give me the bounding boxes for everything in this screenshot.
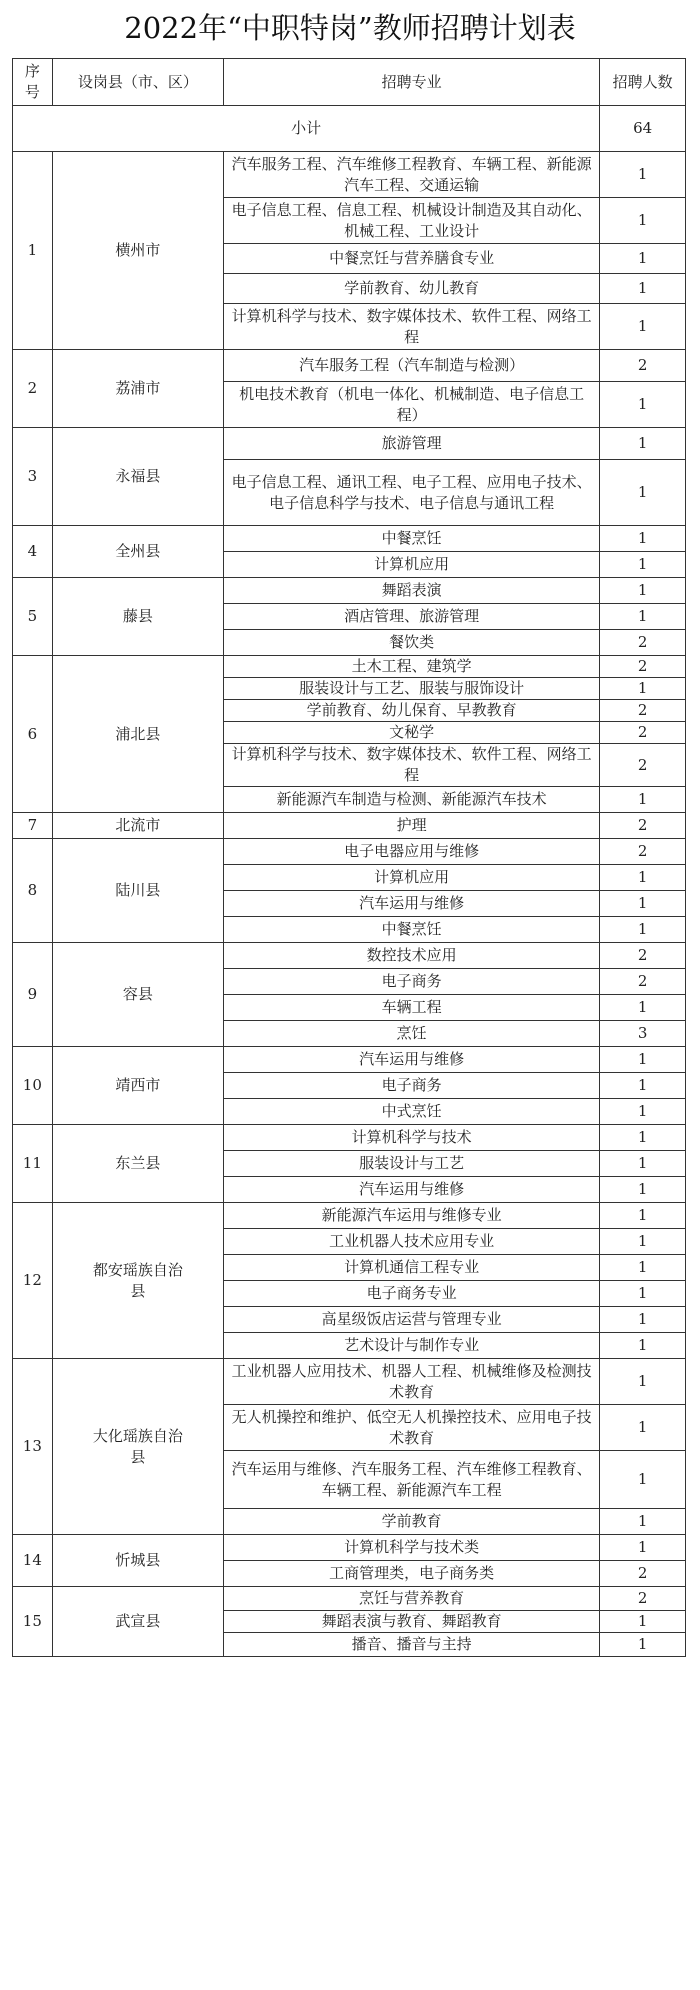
major-cell: 新能源汽车运用与维修专业 [224, 1203, 600, 1229]
table-row [13, 1125, 686, 1151]
major-cell: 烹饪与营养教育 [224, 1587, 600, 1611]
count-cell: 1 [600, 382, 686, 428]
major-cell: 汽车服务工程（汽车制造与检测） [224, 350, 600, 382]
major-cell: 计算机应用 [224, 865, 600, 891]
count-cell: 1 [600, 526, 686, 552]
header-no: 序号 [13, 59, 53, 106]
table-row [13, 1535, 686, 1561]
major-cell: 机电技术教育（机电一体化、机械制造、电子信息工程） [224, 382, 600, 428]
major-cell: 电子电器应用与维修 [224, 839, 600, 865]
count-cell: 1 [600, 1405, 686, 1451]
major-cell: 学前教育、幼儿教育 [224, 274, 600, 304]
county-name: 容县 [52, 943, 223, 1047]
major-cell: 计算机应用 [224, 552, 600, 578]
major-cell: 文秘学 [224, 722, 600, 744]
major-cell: 高星级饭店运营与管理专业 [224, 1307, 600, 1333]
county-name: 浦北县 [52, 656, 223, 813]
major-cell: 烹饪 [224, 1021, 600, 1047]
major-cell: 汽车运用与维修 [224, 891, 600, 917]
major-cell: 酒店管理、旅游管理 [224, 604, 600, 630]
major-cell: 新能源汽车制造与检测、新能源汽车技术 [224, 787, 600, 813]
major-cell: 学前教育 [224, 1509, 600, 1535]
count-cell: 1 [600, 274, 686, 304]
major-cell: 工业机器人应用技术、机器人工程、机械维修及检测技术教育 [224, 1359, 600, 1405]
count-cell: 1 [600, 865, 686, 891]
major-cell: 汽车运用与维修、汽车服务工程、汽车维修工程教育、车辆工程、新能源汽车工程 [224, 1451, 600, 1509]
count-cell: 1 [600, 578, 686, 604]
count-cell: 1 [600, 891, 686, 917]
county-name: 永福县 [52, 428, 223, 526]
serial-number: 1 [13, 152, 53, 350]
recruitment-plan-table [12, 58, 686, 1657]
count-cell: 2 [600, 839, 686, 865]
count-cell: 1 [600, 1047, 686, 1073]
count-cell: 1 [600, 678, 686, 700]
count-cell: 1 [600, 1535, 686, 1561]
major-cell: 计算机科学与技术、数字媒体技术、软件工程、网络工程 [224, 744, 600, 787]
major-cell: 舞蹈表演与教育、舞蹈教育 [224, 1611, 600, 1633]
county-name: 陆川县 [52, 839, 223, 943]
major-cell: 车辆工程 [224, 995, 600, 1021]
count-cell: 1 [600, 1177, 686, 1203]
table-row [13, 943, 686, 969]
serial-number: 13 [13, 1359, 53, 1535]
count-cell: 2 [600, 350, 686, 382]
count-cell: 2 [600, 969, 686, 995]
header-major: 招聘专业 [224, 59, 600, 106]
county-name: 全州县 [52, 526, 223, 578]
major-cell: 电子信息工程、通讯工程、电子工程、应用电子技术、电子信息科学与技术、电子信息与通讯工程 [224, 460, 600, 526]
count-cell: 1 [600, 1611, 686, 1633]
count-cell: 1 [600, 244, 686, 274]
subtotal-label: 小计 [13, 106, 600, 152]
count-cell: 2 [600, 1561, 686, 1587]
count-cell: 1 [600, 1451, 686, 1509]
major-cell: 汽车运用与维修 [224, 1177, 600, 1203]
count-cell: 1 [600, 1333, 686, 1359]
count-cell: 1 [600, 1151, 686, 1177]
major-cell: 工业机器人技术应用专业 [224, 1229, 600, 1255]
major-cell: 电子信息工程、信息工程、机械设计制造及其自动化、机械工程、工业设计 [224, 198, 600, 244]
table-row [13, 656, 686, 678]
subtotal-value: 64 [600, 106, 686, 152]
major-cell: 汽车服务工程、汽车维修工程教育、车辆工程、新能源汽车工程、交通运输 [224, 152, 600, 198]
count-cell: 1 [600, 1125, 686, 1151]
major-cell: 计算机通信工程专业 [224, 1255, 600, 1281]
count-cell: 1 [600, 152, 686, 198]
county-name: 东兰县 [52, 1125, 223, 1203]
table-row [13, 350, 686, 382]
count-cell: 1 [600, 1281, 686, 1307]
table-body [13, 106, 686, 1657]
major-cell: 土木工程、建筑学 [224, 656, 600, 678]
count-cell: 1 [600, 1509, 686, 1535]
table-row [13, 1203, 686, 1229]
count-cell: 1 [600, 1229, 686, 1255]
major-cell: 餐饮类 [224, 630, 600, 656]
count-cell: 2 [600, 630, 686, 656]
count-cell: 2 [600, 744, 686, 787]
serial-number: 10 [13, 1047, 53, 1125]
count-cell: 1 [600, 1359, 686, 1405]
major-cell: 旅游管理 [224, 428, 600, 460]
table-row [13, 839, 686, 865]
header-row [13, 59, 686, 106]
subtotal-row [13, 106, 686, 152]
table-row [13, 1359, 686, 1405]
count-cell: 1 [600, 995, 686, 1021]
major-cell: 中餐烹饪 [224, 917, 600, 943]
major-cell: 艺术设计与制作专业 [224, 1333, 600, 1359]
major-cell: 中式烹饪 [224, 1099, 600, 1125]
count-cell: 2 [600, 656, 686, 678]
county-name: 荔浦市 [52, 350, 223, 428]
count-cell: 1 [600, 198, 686, 244]
header-count: 招聘人数 [600, 59, 686, 106]
serial-number: 11 [13, 1125, 53, 1203]
major-cell: 电子商务 [224, 969, 600, 995]
major-cell: 电子商务专业 [224, 1281, 600, 1307]
serial-number: 8 [13, 839, 53, 943]
count-cell: 1 [600, 1073, 686, 1099]
count-cell: 1 [600, 787, 686, 813]
table-row [13, 526, 686, 552]
major-cell: 计算机科学与技术类 [224, 1535, 600, 1561]
county-name: 都安瑶族自治县 [52, 1203, 223, 1359]
county-name: 藤县 [52, 578, 223, 656]
count-cell: 1 [600, 1099, 686, 1125]
major-cell: 工商管理类，电子商务类 [224, 1561, 600, 1587]
major-cell: 服装设计与工艺、服装与服饰设计 [224, 678, 600, 700]
count-cell: 1 [600, 917, 686, 943]
major-cell: 护理 [224, 813, 600, 839]
major-cell: 中餐烹饪与营养膳食专业 [224, 244, 600, 274]
count-cell: 1 [600, 460, 686, 526]
table-row [13, 1587, 686, 1611]
county-name: 大化瑶族自治县 [52, 1359, 223, 1535]
county-name: 北流市 [52, 813, 223, 839]
serial-number: 14 [13, 1535, 53, 1587]
county-name: 横州市 [52, 152, 223, 350]
count-cell: 2 [600, 722, 686, 744]
county-name: 武宣县 [52, 1587, 223, 1657]
serial-number: 2 [13, 350, 53, 428]
major-cell: 计算机科学与技术 [224, 1125, 600, 1151]
serial-number: 15 [13, 1587, 53, 1657]
serial-number: 12 [13, 1203, 53, 1359]
count-cell: 2 [600, 1587, 686, 1611]
serial-number: 5 [13, 578, 53, 656]
major-cell: 无人机操控和维护、低空无人机操控技术、应用电子技术教育 [224, 1405, 600, 1451]
table-row [13, 428, 686, 460]
count-cell: 2 [600, 813, 686, 839]
table-row [13, 578, 686, 604]
count-cell: 2 [600, 943, 686, 969]
major-cell: 中餐烹饪 [224, 526, 600, 552]
count-cell: 1 [600, 304, 686, 350]
count-cell: 1 [600, 1633, 686, 1657]
major-cell: 电子商务 [224, 1073, 600, 1099]
serial-number: 6 [13, 656, 53, 813]
count-cell: 3 [600, 1021, 686, 1047]
count-cell: 1 [600, 428, 686, 460]
serial-number: 4 [13, 526, 53, 578]
count-cell: 1 [600, 552, 686, 578]
major-cell: 舞蹈表演 [224, 578, 600, 604]
table-row [13, 1047, 686, 1073]
major-cell: 计算机科学与技术、数字媒体技术、软件工程、网络工程 [224, 304, 600, 350]
table-row [13, 152, 686, 198]
serial-number: 3 [13, 428, 53, 526]
count-cell: 1 [600, 1307, 686, 1333]
count-cell: 1 [600, 604, 686, 630]
count-cell: 2 [600, 700, 686, 722]
serial-number: 9 [13, 943, 53, 1047]
major-cell: 播音、播音与主持 [224, 1633, 600, 1657]
page-title: 2022年“中职特岗”教师招聘计划表 [124, 11, 576, 45]
count-cell: 1 [600, 1255, 686, 1281]
county-name: 忻城县 [52, 1535, 223, 1587]
header-county: 设岗县（市、区） [52, 59, 223, 106]
table-row [13, 813, 686, 839]
county-name: 靖西市 [52, 1047, 223, 1125]
serial-number: 7 [13, 813, 53, 839]
count-cell: 1 [600, 1203, 686, 1229]
major-cell: 汽车运用与维修 [224, 1047, 600, 1073]
major-cell: 服装设计与工艺 [224, 1151, 600, 1177]
major-cell: 数控技术应用 [224, 943, 600, 969]
major-cell: 学前教育、幼儿保育、早教教育 [224, 700, 600, 722]
